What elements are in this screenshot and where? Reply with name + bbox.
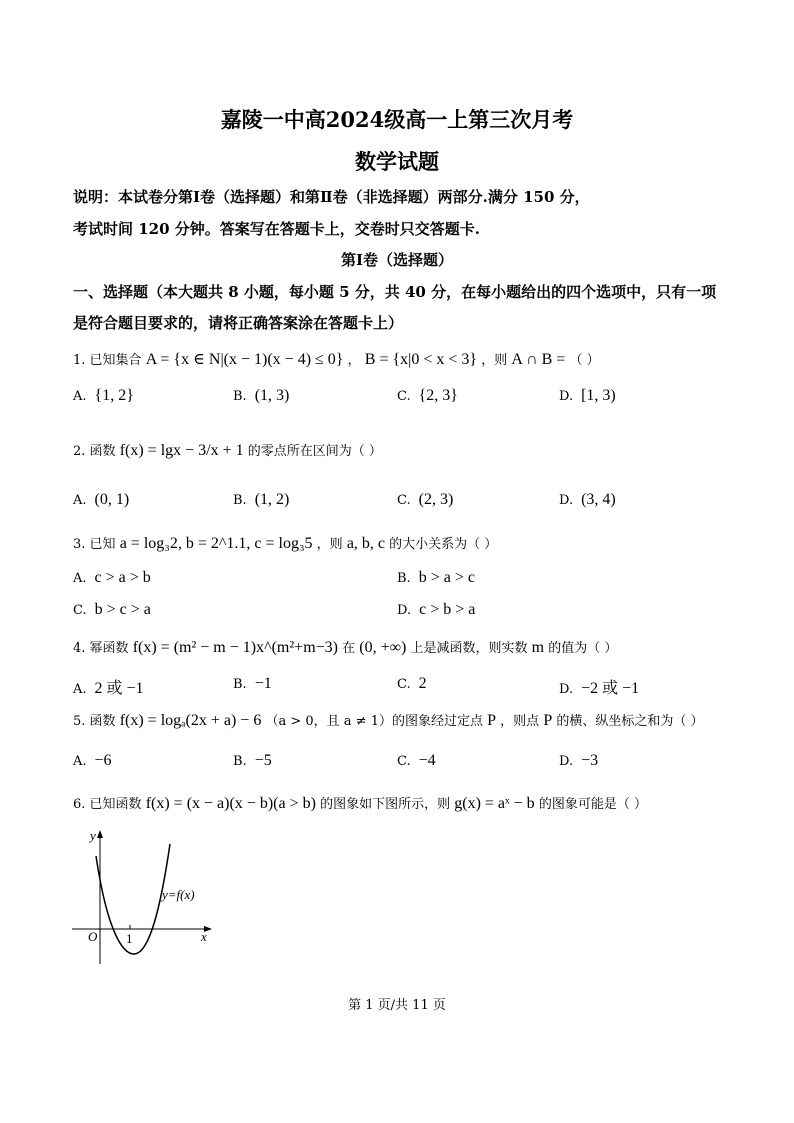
question-3: 3. 已知 a = log₃2, b = 2^1.1, c = log₃5 ，则 a, b, c 的大小关系为（ ）	[73, 535, 498, 552]
option-c: C. −4	[397, 752, 436, 769]
option-d: D. (3, 4)	[559, 491, 616, 508]
option-c: C. (2, 3)	[397, 491, 454, 508]
option-c: C. b > c > a	[73, 601, 151, 618]
option-d: D. −3	[559, 752, 599, 769]
exam-title: 嘉陵一中高2024级高一上第三次月考	[220, 107, 574, 132]
instructions-line-1: 说明：本试卷分第Ⅰ卷（选择题）和第Ⅱ卷（非选择题）两部分.满分 150 分，	[73, 188, 590, 206]
option-c: C. {2, 3}	[397, 387, 458, 404]
math-expression: m	[531, 639, 545, 656]
math-expression: P	[543, 712, 553, 729]
question-5: 5. 函数 f(x) = logₐ(2x + a) − 6 （a > 0，且 a ≠ 1）的图象经过定点 P ，则点 P 的横、纵坐标之和为（ ）	[73, 712, 704, 729]
option-b: B. (1, 2)	[233, 491, 290, 508]
math-expression: A ∩ B =	[511, 351, 566, 368]
option-c: C. 2	[397, 675, 427, 692]
y-axis-arrow-icon	[97, 830, 103, 838]
option-a: A. {1, 2}	[73, 387, 134, 404]
option-b: B. (1, 3)	[233, 387, 290, 404]
math-expression: f(x) = (m² − m − 1)x^(m²+m−3)	[132, 639, 338, 656]
math-expression: (0, +∞)	[359, 639, 407, 656]
y-axis-label: y	[90, 828, 96, 843]
option-a: A. −6	[73, 752, 112, 769]
option-b: B. −1	[233, 675, 272, 692]
function-curve	[96, 844, 170, 954]
question-6: 6. 已知函数 f(x) = (x − a)(x − b)(a > b) 的图象如下图所示，则 g(x) = aˣ − b 的图象可能是（ ）	[73, 795, 647, 812]
option-d: D. [1, 3)	[559, 387, 616, 404]
tick-label: 1	[126, 931, 133, 946]
option-b: B. −5	[233, 752, 272, 769]
part1-heading: 第Ⅰ卷（选择题）	[340, 251, 454, 269]
question-1: 1. 已知集合 A = {x ∈ N|(x − 1)(x − 4) ≤ 0} ， B = {x|0 < x < 3} ，则 A ∩ B = （ ）	[73, 351, 600, 368]
math-expression: f(x) = logₐ(2x + a) − 6	[119, 712, 262, 729]
option-a: A. 2 或 −1	[73, 680, 144, 697]
math-expression: B = {x|0 < x < 3}	[364, 351, 478, 368]
instructions-line-2: 考试时间 120 分钟。答案写在答题卡上，交卷时只交答题卡.	[73, 220, 480, 238]
function-graph	[68, 826, 218, 966]
page-footer: 第 1 页/共 11 页	[348, 998, 446, 1013]
option-b: B. b > a > c	[397, 569, 475, 586]
question-4: 4. 幂函数 f(x) = (m² − m − 1)x^(m²+m−3) 在 (0, +∞) 上是减函数，则实数 m 的值为（ ）	[73, 639, 618, 656]
option-d: D. −2 或 −1	[559, 680, 640, 697]
origin-label: O	[88, 929, 98, 944]
math-expression: a, b, c	[346, 535, 386, 552]
question-2: 2. 函数 f(x) = lgx − 3/x + 1 的零点所在区间为（ ）	[73, 442, 382, 459]
option-a: A. (0, 1)	[73, 491, 130, 508]
curve-label: y=f(x)	[162, 887, 195, 902]
exam-subject: 数学试题	[355, 149, 439, 174]
math-expression: f(x) = (x − a)(x − b)(a > b)	[145, 795, 316, 812]
question-stem: 1. 已知集合	[73, 353, 142, 368]
option-a: A. c > a > b	[73, 569, 151, 586]
math-expression: f(x) = lgx − 3/x + 1	[119, 442, 244, 459]
option-d: D. c > b > a	[397, 601, 476, 618]
math-expression: a = log₃2, b = 2^1.1, c = log₃5	[119, 535, 313, 552]
x-axis-label: x	[201, 929, 207, 944]
math-expression: P	[487, 712, 497, 729]
section-heading-line-1: 一、选择题（本大题共 8 小题，每小题 5 分，共 40 分，在每小题给出的四个选项中，只有一项	[73, 283, 717, 301]
math-expression: g(x) = aˣ − b	[454, 795, 535, 812]
math-expression: A = {x ∈ N|(x − 1)(x − 4) ≤ 0}	[145, 351, 344, 368]
section-heading-line-2: 是符合题目要求的，请将正确答案涂在答题卡上）	[73, 314, 404, 332]
